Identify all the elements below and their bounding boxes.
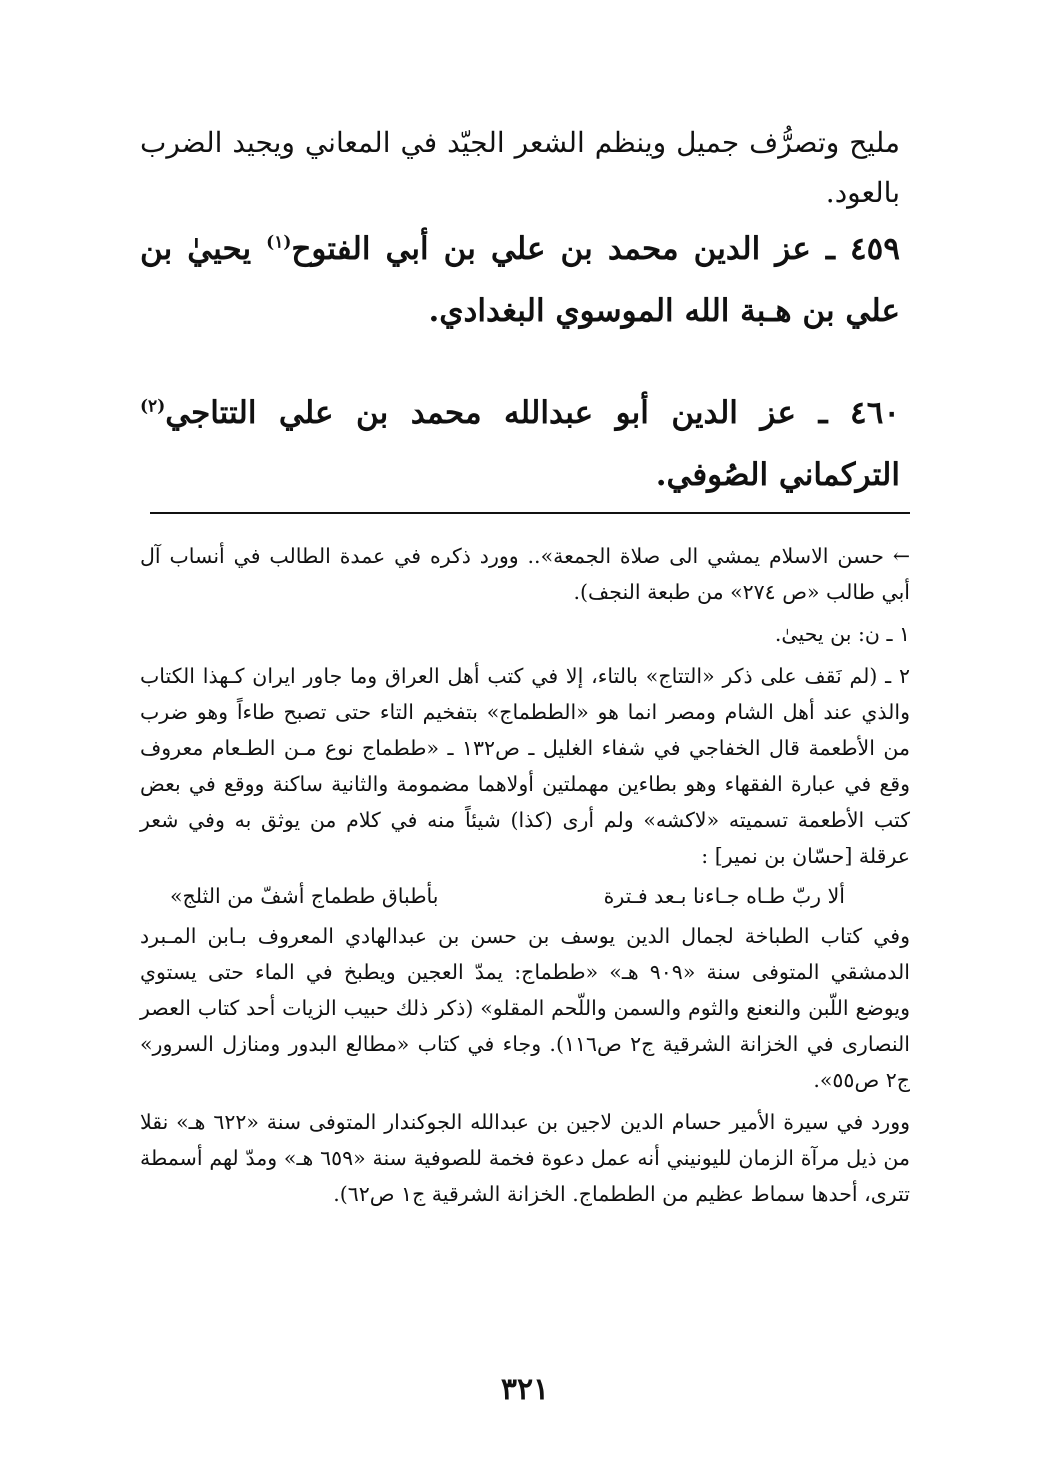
footnote-2-final: وورد في سيرة الأمير حسام الدين لاجين بن عبدالله الجوكندار المتوفى سنة «٦٢٢ هـ» نقلا من ذيل مرآة الزمان لليونيني أنه عمل دعوة فخمة للصوفية سنة «٦٥٩ هـ» ومدّ لهم أسمطة تترى، أحدها سماط عظيم من الططماج. الخزانة الشرقية ج١ ص٦٢). — [140, 1110, 911, 1206]
footnote-ref-2[interactable]: (٢) — [140, 396, 166, 417]
page-number: ٣٢١ — [500, 1372, 550, 1407]
footnote-divider — [150, 512, 910, 514]
footnote-continuation: ← حسن الاسلام يمشي الى صلاة الجمعة».. وورد ذكره في عمدة الطالب في أنساب آل أبي طالب «ص ٢٧٤» من طبعة النجف). — [140, 544, 910, 604]
entry-459 — [140, 218, 900, 342]
entry-459-rest: يحييٰ بن علي بن هـبة الله الموسوي البغدادي. — [140, 231, 900, 329]
entry-459-heading: ٤٥٩ ـ عز الدين محمد بن علي بن أبي الفتوح — [291, 231, 900, 267]
entry-460 — [140, 382, 900, 506]
entry-460-heading: ٤٦٠ ـ عز الدين أبو عبدالله محمد بن علي التتاجي — [165, 395, 900, 431]
verse-second-hemistich: بأطباق ططماج أشفّ من الثلج» — [170, 884, 439, 908]
entry-460-rest: التركماني الصُوفي. — [655, 457, 900, 493]
verse-first-hemistich: ألا ربّ طـاه جـاءنا بـعد فـترة — [603, 884, 845, 908]
footnote-ref-1[interactable]: (١) — [266, 232, 292, 253]
footnote-1: ١ ـ ن: بن يحيىٰ. — [774, 622, 910, 646]
footnotes-section — [140, 538, 910, 1216]
intro-line: مليح وتصرُّف جميل وينظم الشعر الجيّد في المعاني ويجيد الضرب بالعود. — [140, 126, 900, 209]
footnote-2: ٢ ـ (لم نَقف على ذكر «التتاج» بالتاء، إلا في كتب أهل العراق وما جاور ايران كـهذا الكتاب والذي عند أهل الشام ومصر انما هو «الططماج» بتفخيم التاء حتى تصبح طاءاً وهو ضرب من الأطعمة قال الخفاجي في شفاء الغليل ـ ص١٣٢ ـ «ططماج نوع مـن الطـعام معروف وقع في عبارة الفقهاء وهو بطاءين مهملتين أولاهما مضمومة والثانية ساكنة ووقع في بعض كتب الأطعمة تسميته «لاكشه» ولم أرى (كذا) شيئاً منه في كلام من يوثق به وفي شعر عرقلة [حسّان بن نمير] : — [140, 664, 911, 868]
footnote-2-continuation: وفي كتاب الطباخة لجمال الدين يوسف بن حسن بن عبدالهادي المعروف بـابن المـبرد الدمشقي المتوفى سنة «٩٠٩ هـ» «ططماج: يمدّ العجين ويطبخ في الماء حتى يستوي ويوضع اللّبن والنعنع والثوم والسمن واللّحم المقلو» (ذكر ذلك حبيب الزيات أحد كتاب العصر النصارى في الخزانة الشرقية ج٢ ص١١٦). وجاء في كتاب «مطالع البدور ومنازل السرور» ج٢ ص٥٥». — [140, 924, 910, 1092]
poetry-verse — [140, 878, 910, 914]
